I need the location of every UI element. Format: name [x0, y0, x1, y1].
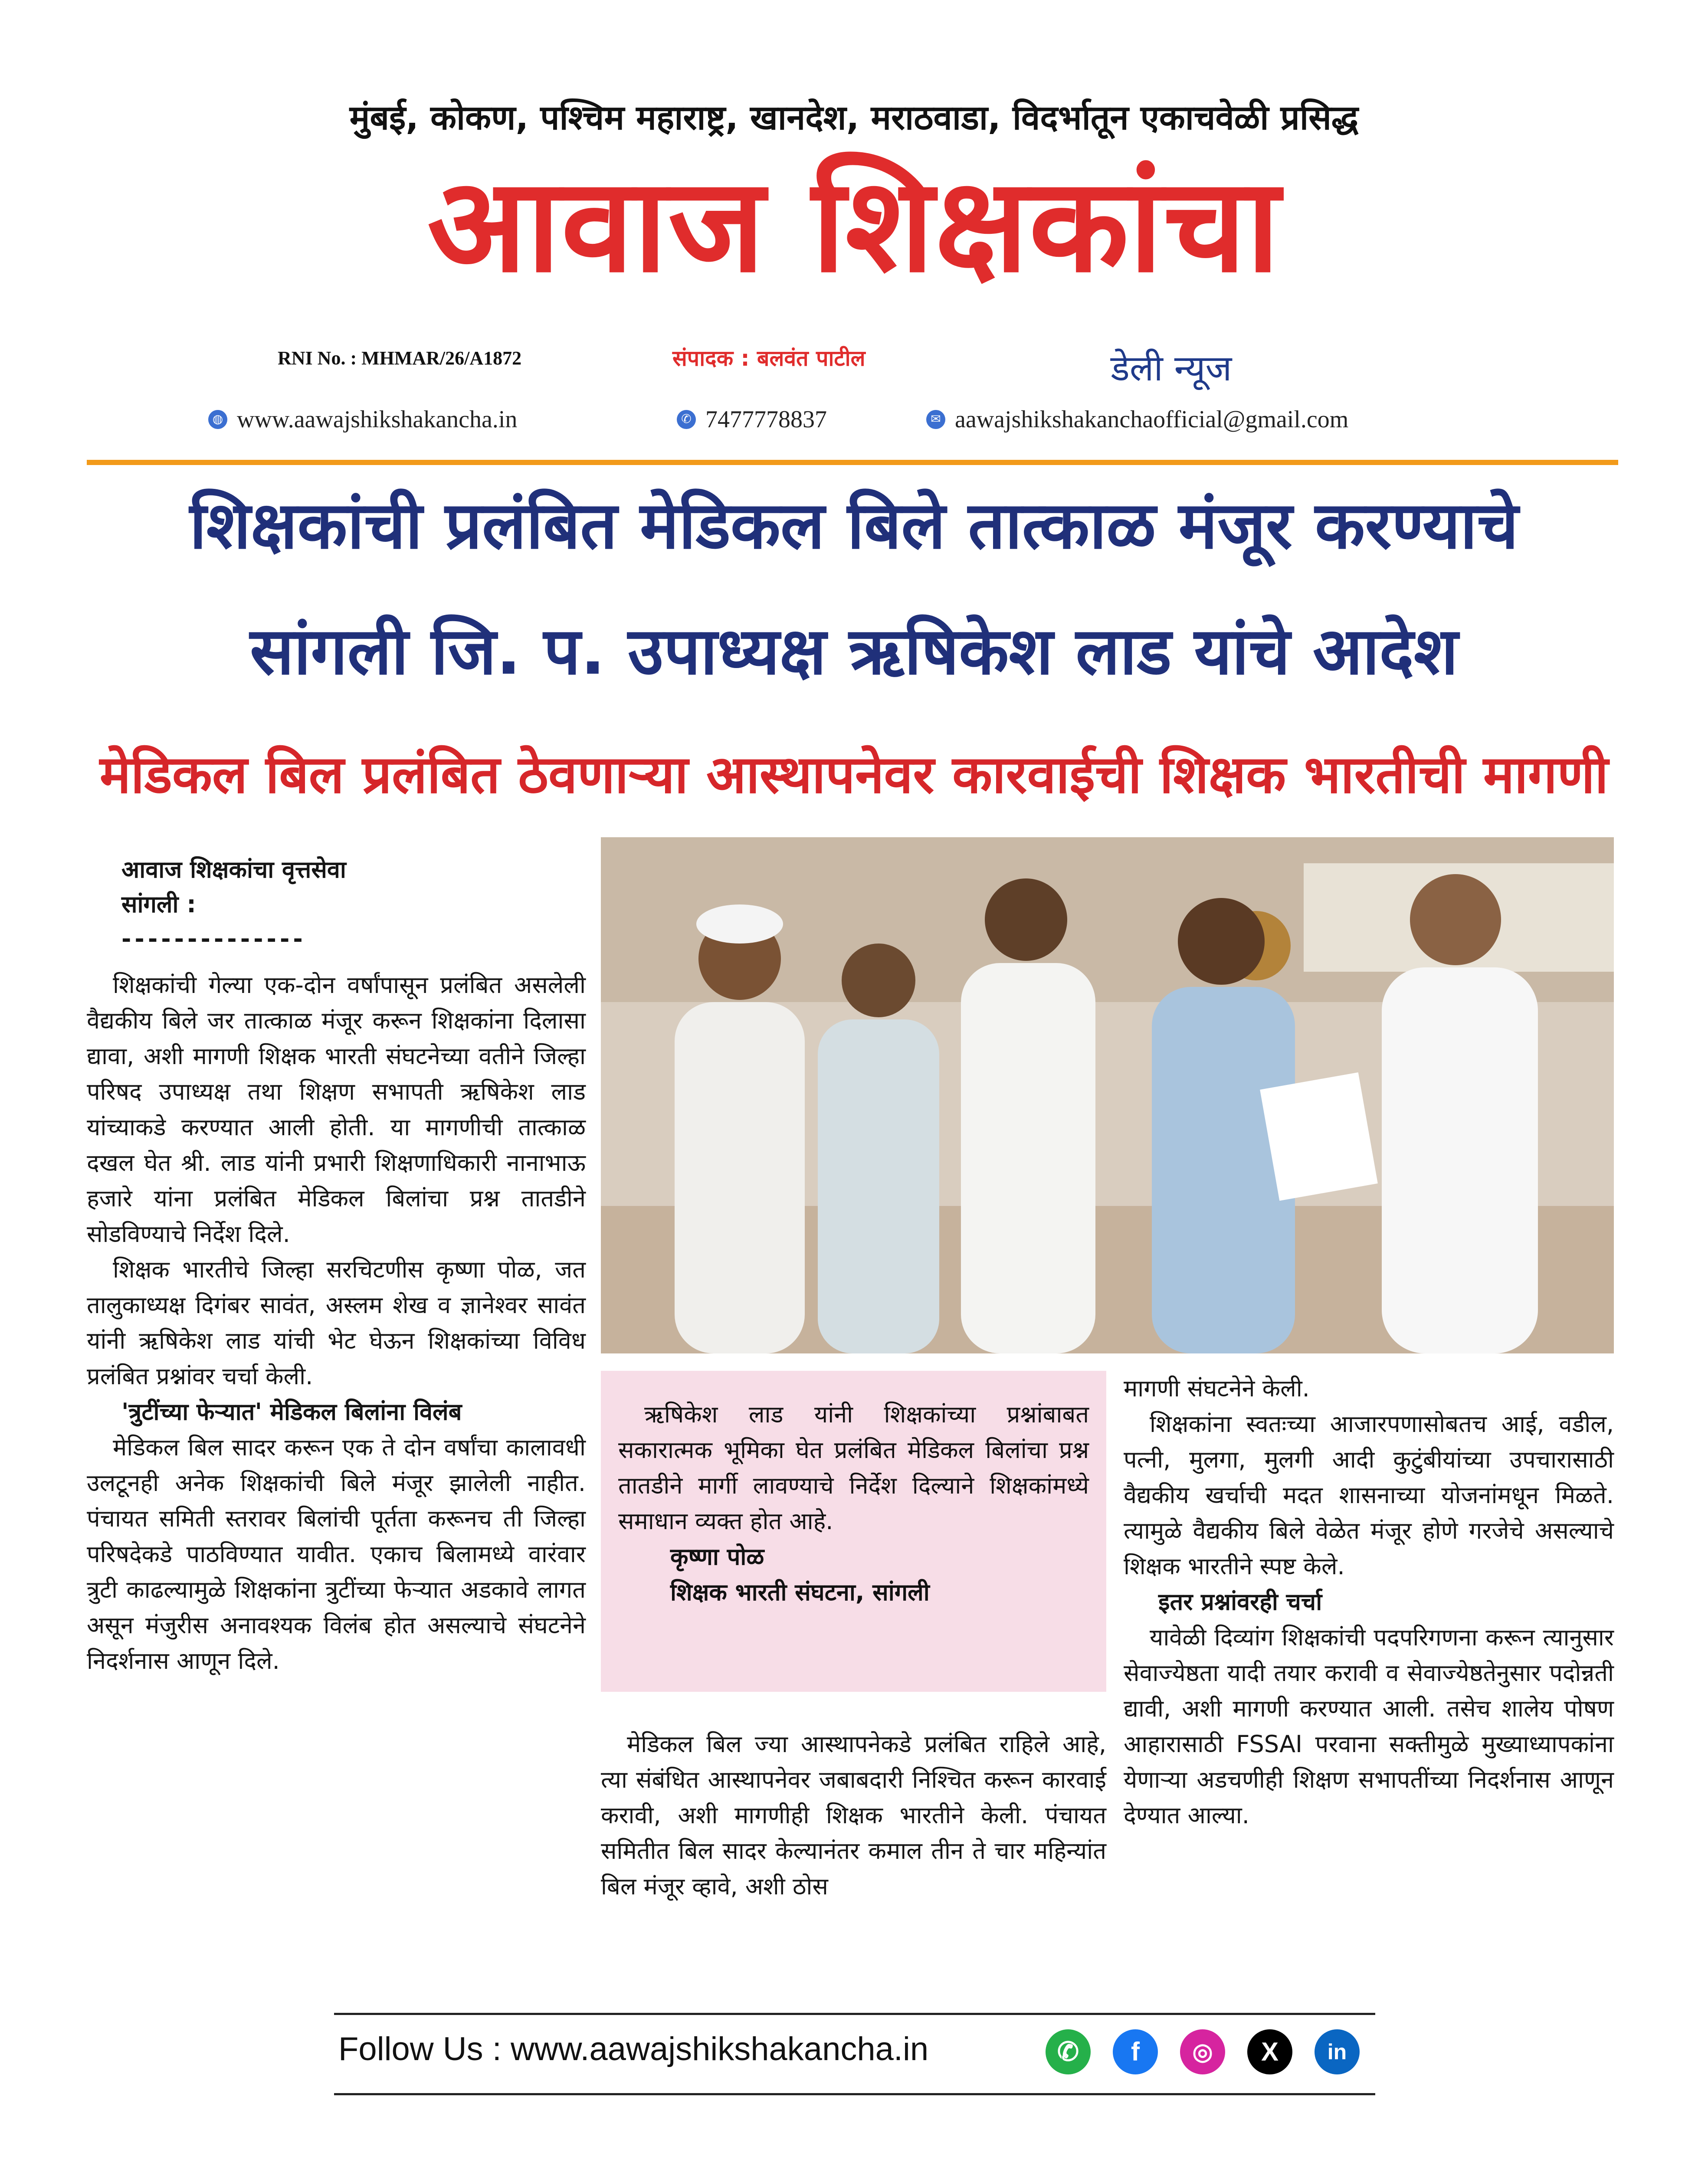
tagline: मुंबई, कोकण, पश्चिम महाराष्ट्र, खानदेश, मराठवाडा, विदर्भातून एकाचवेळी प्रसिद्ध [349, 98, 1359, 138]
daily-news-label: डेली न्यूज [1111, 348, 1232, 389]
headline-line-2: सांगली जि. प. उपाध्यक्ष ऋषिकेश लाड यांचे आदेश [250, 614, 1458, 689]
footer-top-rule [334, 2013, 1375, 2015]
article-column-1 [87, 967, 586, 1679]
col1-paragraph-3: मेडिकल बिल सादर करून एक ते दोन वर्षांचा कालावधी उलटूनही अनेक शिक्षकांची बिले मंजूर झालेली नाहीत. पंचायत समिती स्तरावर बिलांची पूर्तता करूनच ती जिल्हा परिषदेकडे पाठविण्यात यावीत. एकाच बिलामध्ये वारंवार त्रुटी काढल्यामुळे शिक्षकांना त्रुटींच्या फेऱ्यात अडकावे लागत असून मंजुरीस अनावश्यक विलंब होत असल्याचे संघटनेने निदर्शनास आणून दिले. [87, 1434, 586, 1674]
article-column-2 [601, 1727, 1106, 1904]
website-text[interactable]: www.aawajshikshakancha.in [237, 406, 518, 433]
headline-line-1: शिक्षकांची प्रलंबित मेडिकल बिले तात्काळ मंजूर करण्याचे [190, 488, 1518, 564]
article-byline-block [87, 852, 586, 957]
phone-text[interactable]: 7477778837 [705, 406, 827, 433]
facebook-icon[interactable]: f [1113, 2029, 1158, 2074]
col3-paragraph-2: यावेळी दिव्यांग शिक्षकांची पदपरिगणना करून त्यानुसार सेवाज्येष्ठता यादी तयार करावी व सेवाज्येष्ठतेनुसार पदोन्नती द्यावी, अशी मागणी करण्यात आली. तसेच शालेय पोषण आहारासाठी FSSAI परवाना सक्तीमुळे मुख्याध्यापकांना येणाऱ्या अडचणीही शिक्षण सभापतींच्या निदर्शनास आणून देण्यात आल्या. [1124, 1624, 1614, 1829]
instagram-icon[interactable]: ◎ [1180, 2029, 1225, 2074]
phone-icon: ✆ [677, 410, 696, 429]
masthead-title: आवाज शिक्षकांचा [427, 150, 1281, 301]
subheadline: मेडिकल बिल प्रलंबित ठेवणाऱ्या आस्थापनेवर कारवाईची शिक्षक भारतीची मागणी [99, 745, 1609, 805]
col3-subheading: इतर प्रश्नांवरही चर्चा [1158, 1588, 1322, 1615]
byline: आवाज शिक्षकांचा वृत्तसेवा [121, 856, 346, 883]
quote-box [601, 1371, 1106, 1692]
col2-paragraph-1: मेडिकल बिल ज्या आस्थापनेकडे प्रलंबित राहिले आहे, त्या संबंधित आस्थापनेवर जबाबदारी निश्चित करून कारवाई करावी, अशी मागणीही शिक्षक भारतीने केली. पंचायत समितीत बिल सादर केल्यानंतर कमाल तीन ते चार महिन्यांत बिल मंजूर व्हावे, अशी ठोस [601, 1730, 1106, 1900]
separator: -------------- [121, 925, 306, 953]
quote-text: ऋषिकेश लाड यांनी शिक्षकांच्या प्रश्नांबाबत सकारात्मक भूमिका घेत प्रलंबित मेडिकल बिलांचा प्रश्न तातडीने मार्गी लावण्याचे निर्देश दिल्याने शिक्षकांमध्ये समाधान व्यक्त होत आहे. [618, 1401, 1089, 1535]
quote-name: कृष्णा पोळ [670, 1543, 764, 1570]
follow-us-text[interactable]: Follow Us : www.aawajshikshakancha.in [338, 2031, 929, 2067]
website-contact[interactable] [208, 406, 517, 433]
photo-illustration [601, 837, 1614, 1353]
linkedin-icon[interactable]: in [1315, 2029, 1360, 2074]
mail-icon: ✉ [926, 410, 945, 429]
col1-subheading: 'त्रुटींच्या फेऱ्यात' मेडिकल बिलांना विलंब [121, 1398, 462, 1425]
col1-paragraph-1: शिक्षकांची गेल्या एक-दोन वर्षांपासून प्रलंबित असलेली वैद्यकीय बिले जर तात्काळ मंजूर करून शिक्षकांना दिलासा द्यावा, अशी मागणी शिक्षक भारती संघटनेच्या वतीने जिल्हा परिषद उपाध्यक्ष तथा शिक्षण सभापती ऋषिकेश लाड यांच्याकडे करण्यात आली होती. या मागणीची तात्काळ दखल घेत श्री. लाड यांनी प्रभारी शिक्षणाधिकारी नानाभाऊ हजारे यांना प्रलंबित मेडिकल बिलांचा प्रश्न तातडीने सोडविण्याचे निर्देश दिले. [87, 971, 586, 1248]
globe-icon: ◍ [208, 410, 227, 429]
article-column-3 [1124, 1371, 1614, 1833]
header-divider [87, 460, 1618, 465]
col1-paragraph-2: शिक्षक भारतीचे जिल्हा सरचिटणीस कृष्णा पोळ, जत तालुकाध्यक्ष दिगंबर सावंत, अस्लम शेख व ज्ञानेश्वर सावंत यांनी ऋषिकेश लाड यांची भेट घेऊन शिक्षकांच्या विविध प्रलंबित प्रश्नांवर चर्चा केली. [87, 1256, 586, 1390]
phone-contact[interactable] [677, 406, 827, 433]
footer-bottom-rule [334, 2093, 1375, 2095]
quote-org: शिक्षक भारती संघटना, सांगली [670, 1579, 930, 1606]
email-text[interactable]: aawajshikshakanchaofficial@gmail.com [955, 406, 1349, 433]
dateline: सांगली : [121, 891, 196, 918]
editor-name: संपादक : बलवंत पाटील [672, 346, 865, 371]
whatsapp-icon[interactable]: ✆ [1046, 2029, 1091, 2074]
col3-paragraph-1: शिक्षकांना स्वतःच्या आजारपणासोबतच आई, वडील, पत्नी, मुलगा, मुलगी आदी कुटुंबीयांच्या उपचारासाठी वैद्यकीय खर्चाची मदत शासनाच्या योजनांमधून मिळते. त्यामुळे वैद्यकीय बिले वेळेत मंजूर होणे गरजेचे असल्याचे शिक्षक भारतीने स्पष्ट केले. [1124, 1410, 1614, 1580]
x-icon[interactable]: X [1247, 2029, 1292, 2074]
col3-paragraph-0: मागणी संघटनेने केली. [1124, 1375, 1310, 1402]
news-photo [601, 837, 1614, 1353]
email-contact[interactable] [926, 406, 1348, 433]
rni-number: RNI No. : MHMAR/26/A1872 [278, 347, 522, 369]
